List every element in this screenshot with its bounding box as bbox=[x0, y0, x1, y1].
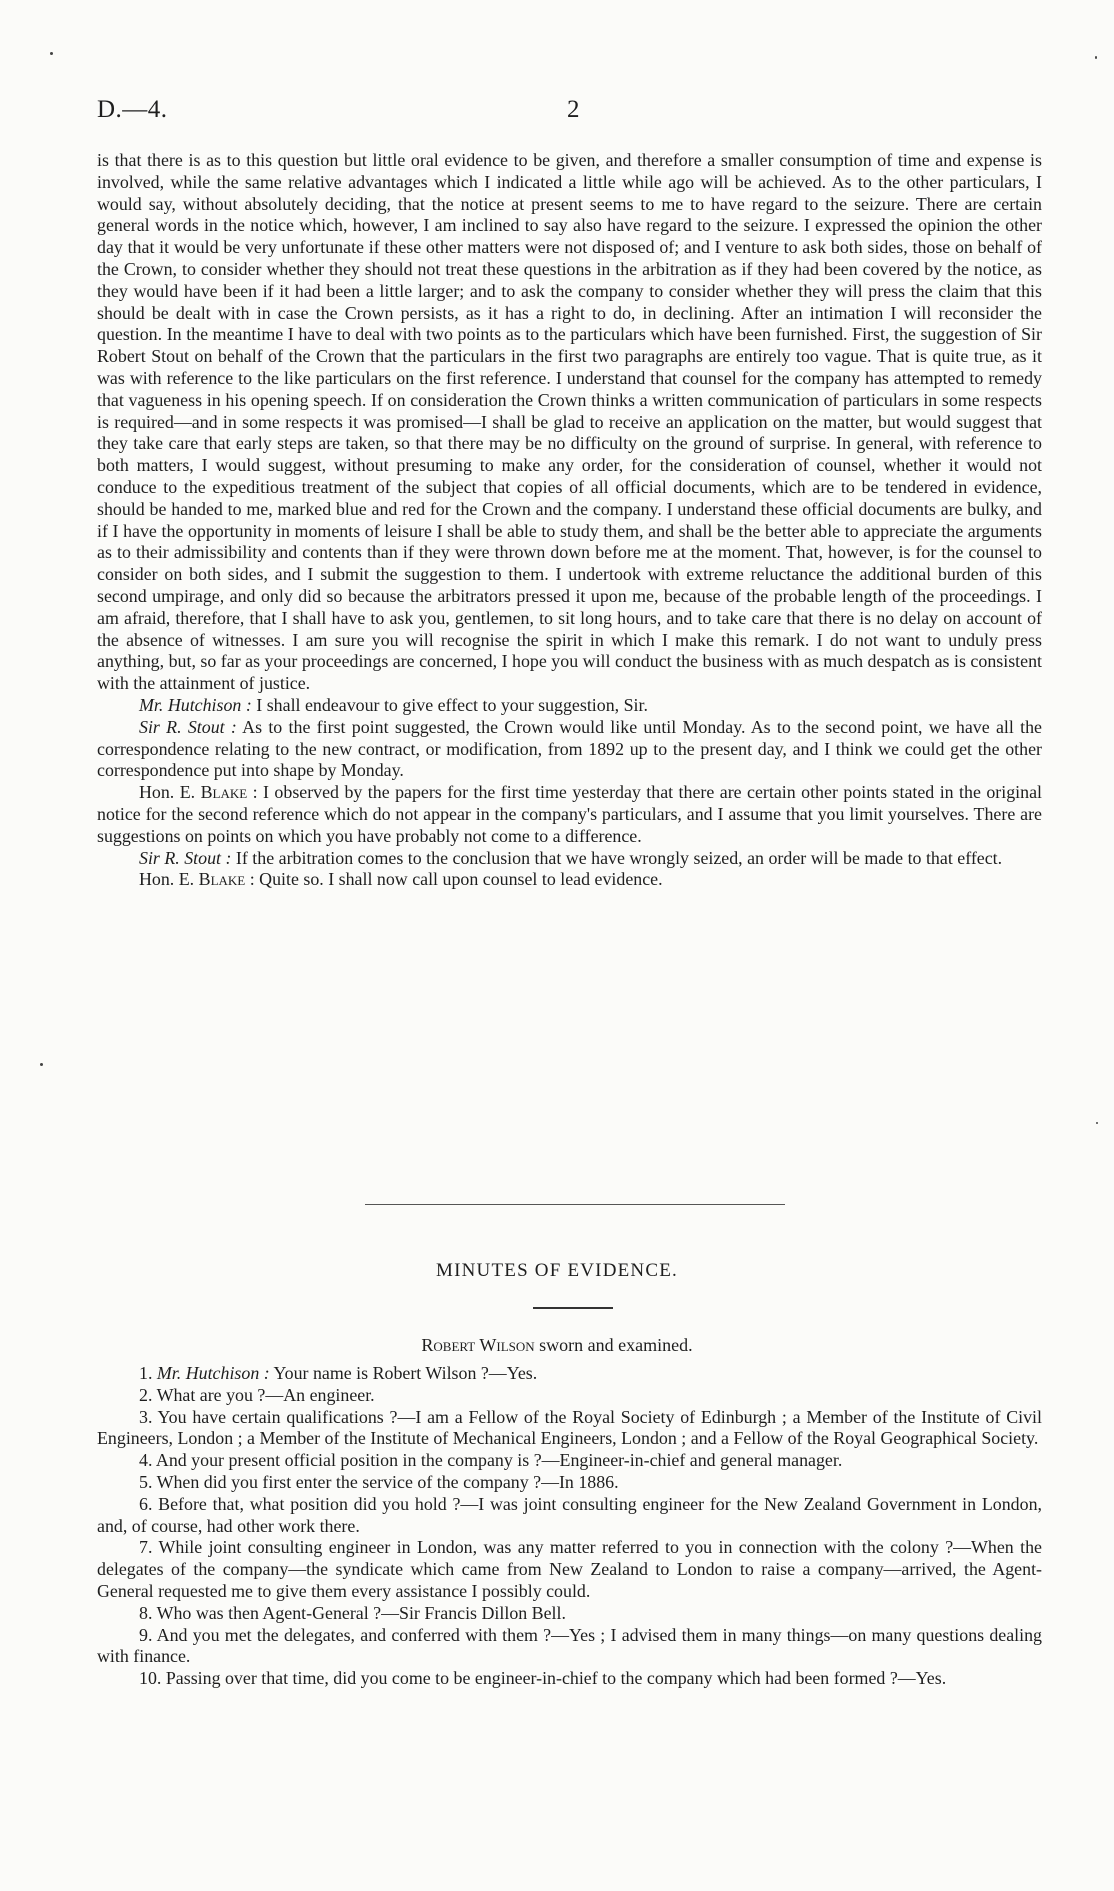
paragraph-hutchison-reply bbox=[97, 695, 1042, 717]
evidence-list bbox=[97, 1363, 1042, 1690]
question-4: 4. And your present official position in the company is ?—Engineer-in-chief and general manager. bbox=[139, 1450, 843, 1471]
transcript-body bbox=[97, 150, 1042, 891]
paragraph-umpire-remarks: is that there is as to this question but little oral evidence to be given, and therefore a smaller consumption of time and expense is involved, while the same relative advantages which I indicated a little while ago will be achieved. As to the other particulars, I would say, without absolutely deciding, that the notice at present seems to me to have regard to the seizure. There are certain general words in the notice which, however, I am inclined to say also have regard to the seizure. I expressed the opinion the other day that it would be very unfortunate if these other matters were not disposed of; and I venture to ask both sides, those on behalf of the Crown, to consider whether they should not treat these questions in the arbitration as if they had been covered by the notice, as they would have been if it had been a little larger; and to ask the company to consider whether they will press the claim that this should be dealt with in case the Crown persists, as it has a right to do, in declining. After an intimation I will reconsider the question. In the meantime I have to deal with two points as to the particulars which have been furnished. First, the suggestion of Sir Robert Stout on behalf of the Crown that the particulars in the first two paragraphs are entirely too vague. That is quite true, as it was with reference to the like particulars on the first reference. I understand that counsel for the company has attempted to remedy that vagueness in his opening speech. If on consideration the Crown thinks a written communication of particulars in some respects is required—and in some respects it was promised—I shall be glad to receive an application on the matter, but would suggest that they take care that early steps are taken, so that there may be no difficulty on the ground of surprise. In general, with reference to both matters, I would suggest, without presuming to make any order, for the consideration of counsel, whether it would not conduce to the expeditious treatment of the subject that copies of all official documents, which are to be tendered in evidence, should be handed to me, marked blue and red for the Crown and the company. I understand these official documents are bulky, and if I have the opportunity in moments of leisure I shall be able to study them, and shall be the better able to appreciate the arguments as to their admissibility and contents than if they were thrown down before me at the moment. That, however, is for the counsel to consider on both sides, and I submit the suggestion to them. I undertook with extreme reluctance the additional burden of this second umpirage, and only did so because the arbitrators pressed it upon me, because of the probable length of the proceedings. I am afraid, therefore, that I shall have to ask you, gentlemen, to sit long hours, and to take care that there is no delay on account of the absence of witnesses. I am sure you will recognise the spirit in which I make this remark. I do not want to unduly press anything, but, so far as your proceedings are concerned, I hope you will conduct the business with as much despatch as is consistent with the attainment of justice. bbox=[97, 150, 1042, 694]
speaker-name: Mr. Hutchison : bbox=[139, 694, 252, 715]
speech-text: : I observed by the papers for the first time yesterday that there are certain other points stated in the original notice for the second reference which do not appear in the company's particulars, and I assume that you limit yourselves. There are suggestions on points on which you have probably not come to a difference. bbox=[97, 782, 1042, 846]
scan-speck bbox=[40, 1063, 43, 1066]
speech-text: : Quite so. I shall now call upon counsel to lead evidence. bbox=[245, 869, 663, 890]
question-7: 7. While joint consulting engineer in London, was any matter referred to you in connection with the colony ?—When the delegates of the company—the syndicate which came from New Zealand to London to raise a company—arrived, the Agent-General requested me to give them every assistance I possibly could. bbox=[97, 1537, 1042, 1601]
speaker-name: Blake bbox=[200, 782, 248, 803]
page-number: 2 bbox=[567, 96, 580, 123]
speech-text: As to the first point suggested, the Crown would like until Monday. As to the second point, we have all the correspondence relating to the new contract, or modification, from 1892 up to the present day, and I think we could get the other correspondence put into shape by Monday. bbox=[97, 716, 1042, 781]
question-5: 5. When did you first enter the service of the company ?—In 1886. bbox=[139, 1471, 619, 1492]
question-8: 8. Who was then Agent-General ?—Sir Francis Dillon Bell. bbox=[139, 1602, 566, 1623]
scan-speck bbox=[1095, 56, 1097, 59]
speech-text: I shall endeavour to give effect to your suggestion, Sir. bbox=[251, 694, 648, 715]
question-text: Your name is Robert Wilson ?—Yes. bbox=[269, 1363, 538, 1383]
question-10: 10. Passing over that time, did you come to be engineer-in-chief to the company which had been formed ?—Yes. bbox=[139, 1668, 947, 1689]
heading-underline bbox=[533, 1307, 613, 1309]
question-number: 1. bbox=[139, 1363, 157, 1383]
paragraph-blake-remark bbox=[97, 782, 1042, 847]
question-9: 9. And you met the delegates, and conferred with them ?—Yes ; I advised them in many things—on many questions dealing with finance. bbox=[97, 1624, 1042, 1667]
speaker-name: Blake bbox=[198, 869, 246, 890]
question-1 bbox=[97, 1363, 1042, 1385]
paragraph-blake-closing bbox=[97, 869, 1042, 891]
witness-status: sworn and examined. bbox=[534, 1335, 693, 1355]
speaker-prefix: Hon. E. bbox=[139, 869, 199, 890]
paragraph-stout-conclusion bbox=[97, 848, 1042, 870]
witness-name: Robert Wilson bbox=[421, 1335, 535, 1355]
section-divider bbox=[365, 1204, 785, 1205]
witness-line bbox=[0, 1335, 1114, 1356]
question-3: 3. You have certain qualifications ?—I am a Fellow of the Royal Society of Edinburgh ; a Member of the Institute of Civil Engineers, London ; a Member of the Institute of Mechanical Engineers, London ; and a Fellow of the Royal Geographical Society. bbox=[97, 1406, 1042, 1449]
minutes-heading: MINUTES OF EVIDENCE. bbox=[436, 1260, 678, 1281]
page-header bbox=[97, 96, 1042, 130]
question-6: 6. Before that, what position did you hold ?—I was joint consulting engineer for the New Zealand Government in London, and, of course, had other work there. bbox=[97, 1493, 1042, 1536]
speaker-name: Sir R. Stout : bbox=[139, 716, 237, 737]
paragraph-stout-reply bbox=[97, 717, 1042, 782]
speaker-prefix: Hon. E. bbox=[139, 782, 201, 803]
speech-text: If the arbitration comes to the conclusion that we have wrongly seized, an order will be made to that effect. bbox=[231, 847, 1003, 868]
speaker-name: Sir R. Stout : bbox=[139, 847, 232, 868]
scan-speck bbox=[50, 52, 53, 55]
scan-speck bbox=[1096, 1122, 1098, 1124]
document-id: D.—4. bbox=[97, 96, 168, 123]
speaker-name: Mr. Hutchison : bbox=[156, 1363, 270, 1383]
question-2: 2. What are you ?—An engineer. bbox=[139, 1384, 375, 1405]
